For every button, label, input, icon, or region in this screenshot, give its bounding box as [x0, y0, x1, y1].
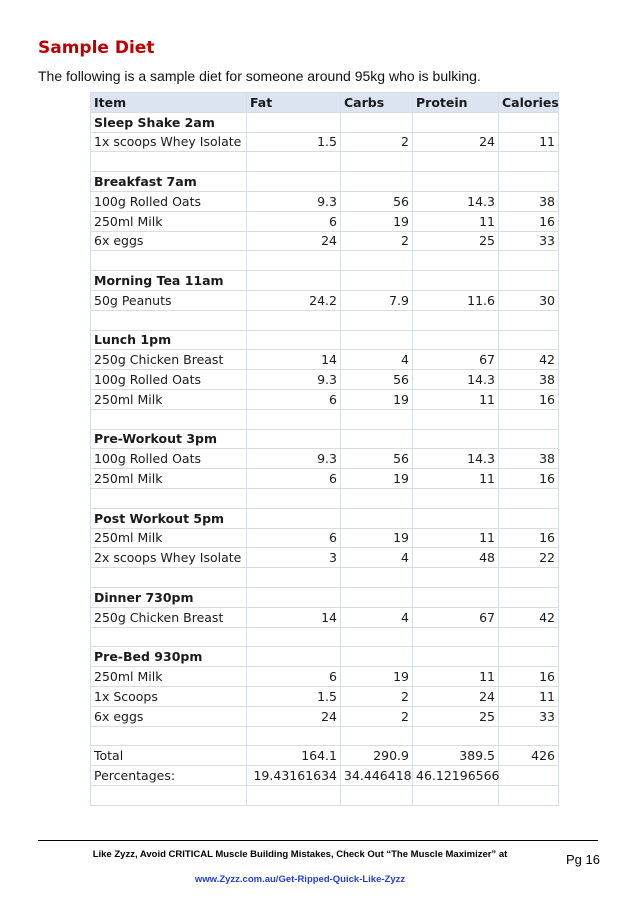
table-cell-value: [341, 568, 413, 588]
table-group-row: [91, 330, 559, 350]
table-cell-value: 3: [247, 548, 341, 568]
table-cell-item: Dinner 730pm: [91, 587, 247, 607]
table-cell-value: 11: [413, 469, 499, 489]
table-cell-item: [91, 488, 247, 508]
table-row: [91, 449, 559, 469]
table-cell-value: [247, 647, 341, 667]
table-group-row: [91, 647, 559, 667]
table-cell-value: [499, 112, 559, 132]
table-cell-value: [247, 271, 341, 291]
table-cell-value: [247, 152, 341, 172]
table-cell-item: 2x scoops Whey Isolate: [91, 548, 247, 568]
table-row: [91, 686, 559, 706]
table-cell-value: 22: [499, 548, 559, 568]
table-cell-item: Sleep Shake 2am: [91, 112, 247, 132]
table-cell-value: [413, 587, 499, 607]
table-cell-value: [341, 785, 413, 805]
table-row: [91, 211, 559, 231]
table-cell-item: 250ml Milk: [91, 528, 247, 548]
table-cell-value: [247, 310, 341, 330]
table-cell-value: 16: [499, 667, 559, 687]
table-cell-value: [247, 627, 341, 647]
intro-text: The following is a sample diet for someone around 95kg who is bulking.: [38, 68, 481, 84]
table-cell-value: [247, 172, 341, 192]
table-cell-value: [247, 251, 341, 271]
footer-promo-text: Like Zyzz, Avoid CRITICAL Muscle Building Mistakes, Check Out “The Muscle Maximizer” at: [92, 849, 508, 860]
table-group-row: [91, 172, 559, 192]
table-cell-value: [413, 627, 499, 647]
table-cell-value: [247, 726, 341, 746]
table-cell-value: [341, 112, 413, 132]
table-cell-value: [247, 488, 341, 508]
table-cell-value: [413, 409, 499, 429]
table-cell-value: [499, 726, 559, 746]
table-cell-value: 56: [341, 370, 413, 390]
table-cell-item: 250g Chicken Breast: [91, 350, 247, 370]
table-cell-value: [499, 172, 559, 192]
table-cell-value: 33: [499, 706, 559, 726]
table-row: [91, 528, 559, 548]
table-group-row: [91, 508, 559, 528]
table-cell-item: Breakfast 7am: [91, 172, 247, 192]
table-cell-item: [91, 152, 247, 172]
table-cell-value: 67: [413, 607, 499, 627]
table-cell-value: 426: [499, 746, 559, 766]
table-cell-value: [499, 409, 559, 429]
table-cell-value: 34.446418: [341, 766, 413, 786]
table-cell-value: 11: [413, 389, 499, 409]
table-cell-value: [413, 330, 499, 350]
table-cell-value: 19: [341, 667, 413, 687]
table-cell-value: [341, 271, 413, 291]
table-cell-value: 6: [247, 211, 341, 231]
table-row: [91, 607, 559, 627]
table-cell-value: [247, 508, 341, 528]
table-cell-value: [341, 726, 413, 746]
table-cell-value: [341, 587, 413, 607]
table-cell-value: 4: [341, 548, 413, 568]
table-cell-value: 14.3: [413, 370, 499, 390]
table-cell-value: 1.5: [247, 686, 341, 706]
table-cell-item: 1x scoops Whey Isolate: [91, 132, 247, 152]
table-row: [91, 389, 559, 409]
table-cell-item: [91, 310, 247, 330]
table-cell-value: [413, 508, 499, 528]
table-cell-value: 30: [499, 290, 559, 310]
table-cell-value: 24.2: [247, 290, 341, 310]
table-cell-item: Post Workout 5pm: [91, 508, 247, 528]
table-cell-value: [499, 330, 559, 350]
table-cell-item: [91, 726, 247, 746]
diet-table-body: [91, 93, 559, 806]
table-cell-value: [341, 251, 413, 271]
table-cell-value: [499, 587, 559, 607]
table-row: [91, 350, 559, 370]
table-cell-value: 48: [413, 548, 499, 568]
table-cell-value: 11: [413, 211, 499, 231]
table-cell-value: 7.9: [341, 290, 413, 310]
table-cell-item: Morning Tea 11am: [91, 271, 247, 291]
table-cell-value: [413, 647, 499, 667]
table-cell-item: Pre-Workout 3pm: [91, 429, 247, 449]
page-title: Sample Diet: [38, 38, 155, 58]
header-calories: Calories: [499, 93, 559, 113]
footer-divider: [38, 840, 598, 841]
table-cell-value: 56: [341, 449, 413, 469]
table-cell-value: 38: [499, 370, 559, 390]
table-cell-value: [413, 112, 499, 132]
table-cell-value: 2: [341, 706, 413, 726]
table-cell-item: Percentages:: [91, 766, 247, 786]
table-cell-value: 14: [247, 350, 341, 370]
table-cell-value: [499, 310, 559, 330]
table-cell-item: 250ml Milk: [91, 667, 247, 687]
table-cell-value: [247, 409, 341, 429]
table-cell-value: [413, 271, 499, 291]
table-cell-value: 6: [247, 528, 341, 548]
table-row: [91, 548, 559, 568]
table-cell-item: 250g Chicken Breast: [91, 607, 247, 627]
table-cell-value: 2: [341, 686, 413, 706]
table-cell-value: [413, 310, 499, 330]
table-cell-item: 250ml Milk: [91, 389, 247, 409]
table-spacer-row: [91, 310, 559, 330]
table-row: [91, 746, 559, 766]
table-cell-value: 38: [499, 449, 559, 469]
table-cell-value: [413, 152, 499, 172]
table-cell-item: 6x eggs: [91, 231, 247, 251]
table-cell-value: [499, 766, 559, 786]
table-spacer-row: [91, 152, 559, 172]
table-cell-item: [91, 568, 247, 588]
table-cell-value: [341, 330, 413, 350]
table-cell-value: 24: [413, 132, 499, 152]
table-cell-value: 1.5: [247, 132, 341, 152]
table-cell-item: 1x Scoops: [91, 686, 247, 706]
table-cell-value: 9.3: [247, 191, 341, 211]
table-cell-value: 11: [413, 528, 499, 548]
table-cell-value: [499, 429, 559, 449]
table-cell-item: 250ml Milk: [91, 211, 247, 231]
table-cell-item: [91, 251, 247, 271]
table-cell-item: 100g Rolled Oats: [91, 370, 247, 390]
table-cell-value: [413, 488, 499, 508]
table-cell-value: 16: [499, 211, 559, 231]
table-cell-value: [499, 647, 559, 667]
table-cell-value: [247, 785, 341, 805]
table-row: [91, 191, 559, 211]
table-row: [91, 290, 559, 310]
table-cell-item: Pre-Bed 930pm: [91, 647, 247, 667]
table-group-row: [91, 429, 559, 449]
table-cell-value: [341, 627, 413, 647]
table-cell-value: 19.43161634: [247, 766, 341, 786]
table-spacer-row: [91, 488, 559, 508]
table-cell-value: [413, 172, 499, 192]
table-cell-item: 50g Peanuts: [91, 290, 247, 310]
table-cell-value: 2: [341, 132, 413, 152]
table-cell-value: [499, 508, 559, 528]
table-cell-value: [499, 488, 559, 508]
table-group-row: [91, 271, 559, 291]
table-cell-value: [341, 429, 413, 449]
table-cell-value: [341, 508, 413, 528]
table-cell-value: [413, 568, 499, 588]
table-cell-value: 42: [499, 350, 559, 370]
table-cell-value: [499, 627, 559, 647]
header-protein: Protein: [413, 93, 499, 113]
table-cell-value: 11: [413, 667, 499, 687]
table-cell-value: [247, 330, 341, 350]
table-cell-value: 33: [499, 231, 559, 251]
table-row: [91, 667, 559, 687]
table-cell-value: [499, 251, 559, 271]
table-spacer-row: [91, 627, 559, 647]
header-carbs: Carbs: [341, 93, 413, 113]
table-cell-value: 19: [341, 528, 413, 548]
table-cell-value: 42: [499, 607, 559, 627]
table-cell-item: 250ml Milk: [91, 469, 247, 489]
table-cell-value: 2: [341, 231, 413, 251]
table-cell-value: [499, 271, 559, 291]
table-cell-item: [91, 409, 247, 429]
table-cell-value: 24: [247, 706, 341, 726]
table-cell-value: 56: [341, 191, 413, 211]
table-header-row: [91, 93, 559, 113]
table-cell-value: 19: [341, 389, 413, 409]
table-cell-value: 4: [341, 350, 413, 370]
table-cell-value: 11: [499, 686, 559, 706]
table-cell-value: 4: [341, 607, 413, 627]
table-cell-value: [247, 568, 341, 588]
table-cell-value: 16: [499, 469, 559, 489]
table-cell-value: [413, 785, 499, 805]
table-spacer-row: [91, 726, 559, 746]
table-spacer-row: [91, 409, 559, 429]
table-group-row: [91, 587, 559, 607]
table-cell-value: 67: [413, 350, 499, 370]
table-cell-value: [499, 785, 559, 805]
table-cell-value: [247, 429, 341, 449]
table-row: [91, 469, 559, 489]
table-cell-value: [341, 409, 413, 429]
table-group-row: [91, 112, 559, 132]
table-spacer-row: [91, 568, 559, 588]
table-cell-value: [413, 251, 499, 271]
table-cell-value: 6: [247, 469, 341, 489]
table-cell-value: 6: [247, 389, 341, 409]
table-cell-item: Total: [91, 746, 247, 766]
table-cell-value: 46.12196566: [413, 766, 499, 786]
table-cell-value: 290.9: [341, 746, 413, 766]
table-cell-value: 14.3: [413, 191, 499, 211]
table-cell-value: [341, 488, 413, 508]
table-cell-value: [499, 152, 559, 172]
table-cell-value: 14.3: [413, 449, 499, 469]
table-cell-item: 6x eggs: [91, 706, 247, 726]
table-cell-item: [91, 627, 247, 647]
header-fat: Fat: [247, 93, 341, 113]
table-row: [91, 132, 559, 152]
table-cell-value: [341, 310, 413, 330]
diet-spreadsheet: [90, 92, 559, 829]
table-cell-value: 9.3: [247, 449, 341, 469]
footer-link[interactable]: www.Zyzz.com.au/Get-Ripped-Quick-Like-Zyzz: [194, 874, 406, 885]
table-spacer-row: [91, 785, 559, 805]
table-row: [91, 706, 559, 726]
table-cell-value: 389.5: [413, 746, 499, 766]
table-cell-value: [499, 568, 559, 588]
table-cell-item: Lunch 1pm: [91, 330, 247, 350]
table-cell-value: 14: [247, 607, 341, 627]
table-cell-value: 25: [413, 706, 499, 726]
table-cell-item: 100g Rolled Oats: [91, 191, 247, 211]
table-cell-item: [91, 785, 247, 805]
table-cell-value: 11: [499, 132, 559, 152]
table-cell-value: [247, 587, 341, 607]
table-cell-value: 24: [413, 686, 499, 706]
table-cell-value: 6: [247, 667, 341, 687]
table-cell-value: 24: [247, 231, 341, 251]
table-spacer-row: [91, 251, 559, 271]
table-row: [91, 766, 559, 786]
table-row: [91, 231, 559, 251]
table-cell-item: 100g Rolled Oats: [91, 449, 247, 469]
table-cell-value: [247, 112, 341, 132]
table-cell-value: 164.1: [247, 746, 341, 766]
table-cell-value: 38: [499, 191, 559, 211]
diet-table: [90, 92, 559, 806]
table-cell-value: 16: [499, 389, 559, 409]
table-row: [91, 370, 559, 390]
table-cell-value: 11.6: [413, 290, 499, 310]
table-cell-value: 25: [413, 231, 499, 251]
table-cell-value: [341, 152, 413, 172]
table-cell-value: [341, 647, 413, 667]
header-item: Item: [91, 93, 247, 113]
page-number: Pg 16: [566, 852, 600, 867]
table-cell-value: 9.3: [247, 370, 341, 390]
table-cell-value: [341, 172, 413, 192]
table-cell-value: 19: [341, 211, 413, 231]
table-cell-value: 19: [341, 469, 413, 489]
table-cell-value: [413, 429, 499, 449]
table-cell-value: [413, 726, 499, 746]
table-cell-value: 16: [499, 528, 559, 548]
